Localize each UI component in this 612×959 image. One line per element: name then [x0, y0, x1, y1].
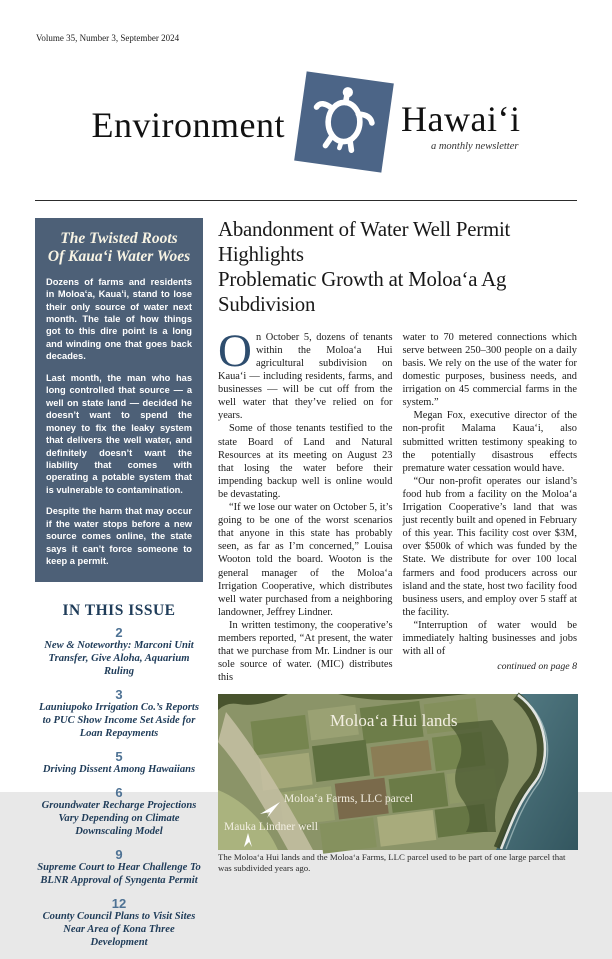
masthead-title-right-block	[401, 98, 520, 152]
summary-paragraph: Last month, the man who has long controlled that source — a well on state land — decided he doesn’t want to spend the money to fix the leaky system that delivers the well water, and definitely doesn’t want the liability that comes with operating a potable system that is vulnerable to contamination.	[46, 372, 192, 495]
toc-item-title: New & Noteworthy: Marconi Unit Transfer, Give Aloha, Aquarium Ruling	[44, 639, 194, 677]
in-this-issue-heading: IN THIS ISSUE	[62, 601, 176, 619]
toc-item	[35, 786, 203, 839]
toc-page-number: 5	[115, 748, 123, 764]
toc-page-number: 3	[115, 686, 123, 702]
content-area	[35, 218, 577, 959]
masthead-title-right: Hawaiʻi	[401, 98, 521, 139]
logo	[291, 69, 395, 181]
in-this-issue	[35, 602, 203, 951]
drop-cap: O	[218, 324, 252, 377]
masthead	[0, 62, 612, 187]
toc-page-number: 12	[111, 896, 127, 912]
photo-caption: The Moloaʻa Hui lands and the Moloaʻa Farms, LLC parcel used to be part of one large parcel that was subdivided years ago.	[218, 852, 566, 874]
article-paragraph: “Interruption of water would be immediately halting businesses and jobs with all of	[402, 619, 577, 658]
left-column	[35, 218, 203, 959]
article-paragraph: In written testimony, the cooperative’s members reported, “At present, the water that we purchase from Mr. Lindner is our sole source of water. (MIC) distributes this	[218, 619, 393, 684]
photo-label-farms-parcel: Moloaʻa Farms, LLC parcel	[284, 793, 414, 806]
article-column-1	[218, 324, 393, 685]
summary-title-line2: Of Kauaʻi Water Woes	[47, 247, 191, 265]
toc-item-title: Driving Dissent Among Hawaiians	[42, 764, 196, 776]
toc-item	[35, 688, 203, 741]
paragraph-text: n October 5, dozens of tenants within the Moloaʻa Hui agricultural subdivision on Kauaʻi — including residents, farms, and businesses — will be cut off from the well water that they’ve relied on for years.	[218, 331, 393, 422]
summary-paragraph: Dozens of farms and residents in Moloaʻa, Kauaʻi, stand to lose their only source of water next month. The tale of how things got to this dire point is a long and winding one that goes back decades.	[46, 276, 192, 362]
article-paragraph: “Our non-profit operates our island’s food hub from a facility on the Moloaʻa Irrigation Cooperative’s land that was just recently built and opened in February of this year. This facility cost over $3M, over $500k of which was funded by the State. We distribute for over 100 local farmers and food producers across our island and the state, host two facility food business users, and employ over 5 staff at the facility.	[402, 475, 577, 618]
main-article	[218, 218, 577, 959]
article-headline	[218, 218, 577, 318]
summary-title-line1: The Twisted Roots	[60, 230, 178, 247]
headline-line1: Abandonment of Water Well Permit Highlights	[218, 218, 511, 266]
article-paragraph: Megan Fox, executive director of the non-profit Malama Kauaʻi, also submitted written testimony speaking to the potentially disastrous effects premature water cessation would have.	[402, 410, 577, 474]
continued-on-page-note: continued on page 8	[497, 661, 577, 673]
article-paragraph	[218, 324, 393, 423]
toc-item	[35, 848, 203, 888]
summary-box-title	[46, 230, 192, 266]
summary-box	[35, 218, 203, 582]
aerial-photo	[218, 694, 578, 850]
masthead-rule	[35, 200, 577, 201]
toc-item-title: County Council Plans to Visit Sites Near Area of Kona Three Development	[42, 911, 196, 949]
article-column-2	[403, 331, 578, 685]
summary-paragraph: Despite the harm that may occur if the water stops before a new source comes online, the state says it can’t force someone to keep a permit.	[46, 506, 192, 567]
toc-item-title: Launiupoko Irrigation Co.’s Reports to PUC Show Income Set Aside for Loan Repayments	[39, 701, 199, 739]
volume-line: Volume 35, Number 3, September 2024	[36, 33, 180, 43]
toc-page-number: 6	[115, 784, 123, 800]
toc-item	[35, 897, 203, 950]
article-paragraph: water to 70 metered connections which serve between 250–300 people on a daily basis. We rely on the use of the water for domestic purposes, business needs, and irrigation on 45 commercial farms in the system.”	[402, 331, 577, 409]
headline-line2: Problematic Growth at Moloaʻa Ag Subdivision	[218, 267, 507, 316]
toc-item	[35, 750, 203, 777]
turtle-petroglyph-icon	[294, 71, 394, 172]
article-body	[218, 324, 577, 685]
article-paragraph: Some of those tenants testified to the state Board of Land and Natural Resources at its meeting on August 23 that losing the water before their impending backup well is online would be devastating.	[218, 423, 393, 500]
toc-item-title: Supreme Court to Hear Challenge To BLNR Approval of Syngenta Permit	[37, 862, 201, 887]
photo-label-hui-lands: Moloaʻa Hui lands	[330, 711, 458, 731]
toc-page-number: 9	[115, 847, 123, 862]
masthead-title-left: Environment	[91, 104, 285, 145]
masthead-tagline: a monthly newsletter	[430, 140, 519, 152]
toc-item	[35, 626, 203, 679]
toc-page-number: 2	[115, 624, 123, 640]
toc-item-title: Groundwater Recharge Projections Vary Depending on Climate Downscaling Model	[41, 800, 197, 838]
photo-label-lindner-well: Mauka Lindner well	[224, 821, 318, 834]
article-paragraph: “If we lose our water on October 5, it’s going to be one of the worst scenarios that anyone in this state has probably seen, as far as I’m concerned,” Louisa Wooton told the board. Wooton is the general manager of the Moloaʻa Irrigation Cooperative, which distributes well water purchased from a neighboring landowner, Jeffrey Lindner.	[218, 502, 393, 618]
